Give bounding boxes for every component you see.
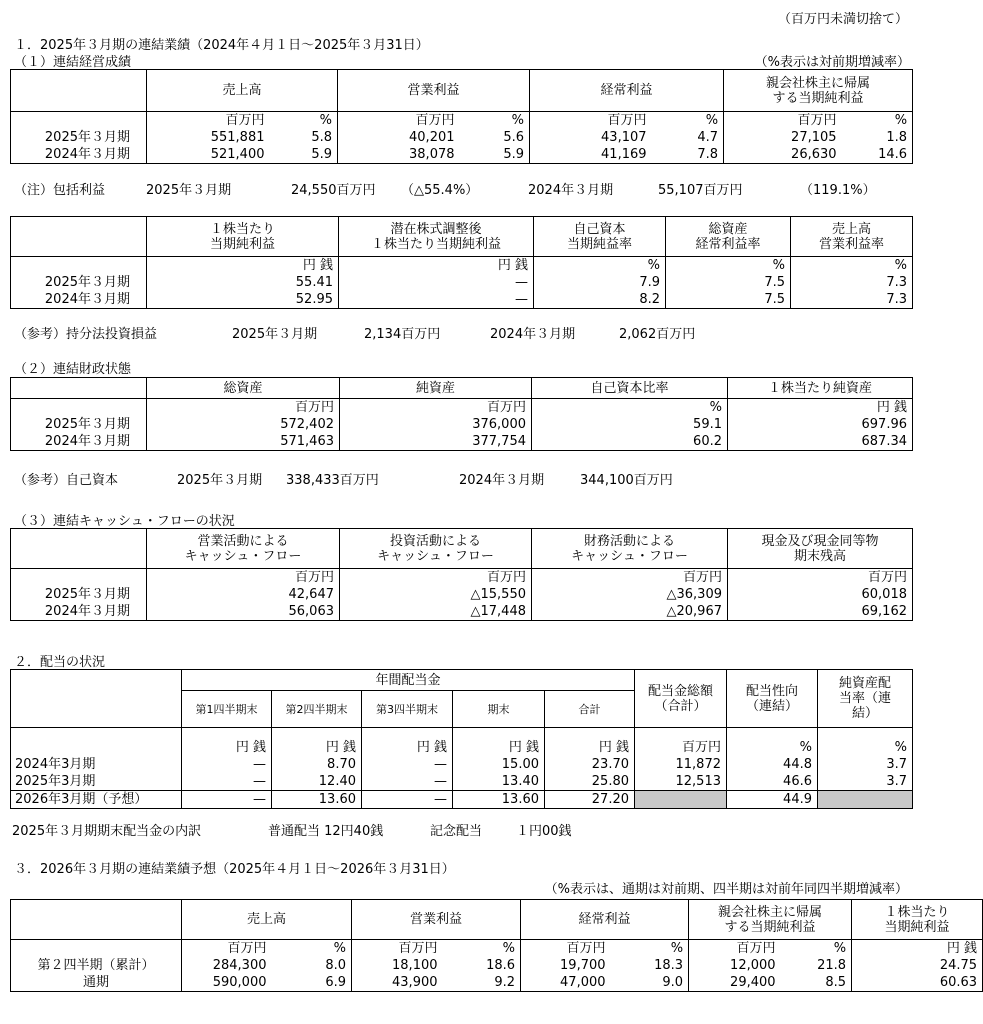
- col-roe: 自己資本 当期純益率: [534, 217, 666, 257]
- col-year-end: 期末: [453, 691, 545, 728]
- col-net-income: 親会社株主に帰属 する当期純利益: [689, 900, 852, 940]
- unit: 円 銭: [852, 940, 983, 958]
- col-sales: 売上高: [182, 900, 352, 940]
- col-financing-cf: 財務活動による キャッシュ・フロー: [532, 529, 728, 569]
- unit: %: [781, 940, 852, 958]
- col-q1: 第1四半期末: [182, 691, 272, 728]
- col-total-dividend: 配当金総額 （合計）: [635, 670, 727, 728]
- unit: %: [534, 257, 666, 275]
- table-row: 2024年3月期 — 8.70 — 15.00 23.70 11,872 44.8 3.7: [11, 756, 913, 773]
- col-payout-ratio: 配当性向 （連結）: [727, 670, 818, 728]
- section-3-title: ３．2026年３月期の連結業績予想（2025年４月１日～2026年３月31日）: [14, 862, 455, 877]
- unit: 円 銭: [362, 728, 453, 756]
- unit: %: [443, 940, 521, 958]
- per-share-ratios-table: [10, 216, 913, 309]
- table-row: 2025年３月期 42,647 △15,550 △36,309 60,018: [11, 586, 913, 603]
- col-equity-ratio: 自己資本比率: [532, 378, 728, 399]
- unit: 百万円: [338, 112, 460, 130]
- unit: %: [460, 112, 530, 130]
- col-annual-dividend: 年間配当金: [182, 670, 635, 691]
- unit: 百万円: [147, 399, 340, 417]
- unit: 百万円: [340, 569, 532, 587]
- col-bps: １株当たり純資産: [728, 378, 913, 399]
- col-roa: 総資産 経常利益率: [666, 217, 791, 257]
- unit: 百万円: [724, 112, 842, 130]
- dividends-table: [10, 669, 913, 809]
- col-total-assets: 総資産: [147, 378, 340, 399]
- col-net-income: 親会社株主に帰属 する当期純利益: [724, 70, 913, 112]
- header-blank: [11, 70, 147, 112]
- col-cash-balance: 現金及び現金同等物 期末残高: [728, 529, 913, 569]
- col-ordinary-income: 経常利益: [521, 900, 689, 940]
- col-operating-income: 営業利益: [338, 70, 530, 112]
- col-eps: １株当たり 当期純利益: [852, 900, 983, 940]
- col-operating-cf: 営業活動による キャッシュ・フロー: [147, 529, 340, 569]
- forecast-table: [10, 899, 983, 992]
- unit: 百万円: [728, 569, 913, 587]
- unit: %: [727, 728, 818, 756]
- col-sales: 売上高: [147, 70, 338, 112]
- unit: 百万円: [147, 569, 340, 587]
- unit: 百万円: [340, 399, 532, 417]
- table-row: 2025年３月期 551,881 5.8 40,201 5.6 43,107 4.7 27,105 1.8: [11, 129, 913, 146]
- unit: %: [791, 257, 913, 275]
- col-total: 合計: [545, 691, 635, 728]
- unit: %: [270, 112, 338, 130]
- col-operating-margin: 売上高 営業利益率: [791, 217, 913, 257]
- unit: %: [272, 940, 352, 958]
- forecast-pct-note: （%表示は、通期は対前期、四半期は対前年同四半期増減率）: [544, 882, 908, 897]
- header-blank: [11, 670, 182, 728]
- col-q2: 第2四半期末: [272, 691, 362, 728]
- table-row: 2024年３月期 56,063 △17,448 △20,967 69,162: [11, 603, 913, 621]
- unit: 円 銭: [147, 257, 339, 275]
- unit: 百万円: [532, 569, 728, 587]
- unit: 百万円: [521, 940, 611, 958]
- section-1-1-subtitle: （１）連結経営成績: [14, 55, 132, 70]
- table-row: 2024年３月期 521,400 5.9 38,078 5.9 41,169 7.8 26,630 14.6: [11, 146, 913, 164]
- table-row: 2025年3月期 — 12.40 — 13.40 25.80 12,513 46.6 3.7: [11, 773, 913, 791]
- unit: %: [652, 112, 724, 130]
- unit-note: （百万円未満切捨て）: [777, 12, 908, 27]
- cash-flow-table: [10, 528, 913, 621]
- unit: 百万円: [530, 112, 652, 130]
- pct-note: （%表示は対前期増減率）: [754, 55, 910, 70]
- financial-position-table: [10, 377, 913, 451]
- unit: %: [611, 940, 689, 958]
- col-diluted-eps: 潜在株式調整後 １株当たり当期純利益: [339, 217, 534, 257]
- section-1-3-subtitle: （３）連結キャッシュ・フローの状況: [14, 514, 235, 529]
- section-1-2-subtitle: （２）連結財政状態: [14, 362, 132, 377]
- unit: 円 銭: [339, 257, 534, 275]
- col-net-assets: 純資産: [340, 378, 532, 399]
- unit: 円 銭: [182, 728, 272, 756]
- unit: %: [842, 112, 913, 130]
- unit: %: [532, 399, 728, 417]
- section-1-title: １．2025年３月期の連結業績（2024年４月１日～2025年３月31日）: [14, 38, 429, 53]
- unit: 百万円: [635, 728, 727, 756]
- col-operating-income: 営業利益: [352, 900, 521, 940]
- col-investing-cf: 投資活動による キャッシュ・フロー: [340, 529, 532, 569]
- unit: %: [666, 257, 791, 275]
- unit: 円 銭: [545, 728, 635, 756]
- unit: 円 銭: [453, 728, 545, 756]
- table-row: 2025年３月期 55.41 — 7.9 7.5 7.3: [11, 274, 913, 291]
- col-ordinary-income: 経常利益: [530, 70, 724, 112]
- unit: 円 銭: [728, 399, 913, 417]
- table-row: 第２四半期（累計） 284,300 8.0 18,100 18.6 19,700 18.3 12,000 21.8 24.75: [11, 957, 983, 974]
- table-row: 2025年３月期 572,402 376,000 59.1 697.96: [11, 416, 913, 433]
- table-row: 2024年３月期 571,463 377,754 60.2 687.34: [11, 433, 913, 451]
- section-2-title: ２．配当の状況: [14, 655, 106, 670]
- unit: %: [818, 728, 913, 756]
- table-row: 2024年３月期 52.95 — 8.2 7.5 7.3: [11, 291, 913, 309]
- unit: 百万円: [689, 940, 781, 958]
- unit: 百万円: [182, 940, 272, 958]
- col-eps: １株当たり 当期純利益: [147, 217, 339, 257]
- table-row-forecast: 2026年3月期（予想） — 13.60 — 13.60 27.20 44.9: [11, 790, 913, 808]
- unit: 円 銭: [272, 728, 362, 756]
- table-row: 通期 590,000 6.9 43,900 9.2 47,000 9.0 29,400 8.5 60.63: [11, 974, 983, 992]
- unit: 百万円: [147, 112, 270, 130]
- col-doe: 純資産配 当率（連 結）: [818, 670, 913, 728]
- consolidated-results-table: [10, 69, 913, 164]
- unit: 百万円: [352, 940, 443, 958]
- col-q3: 第3四半期末: [362, 691, 453, 728]
